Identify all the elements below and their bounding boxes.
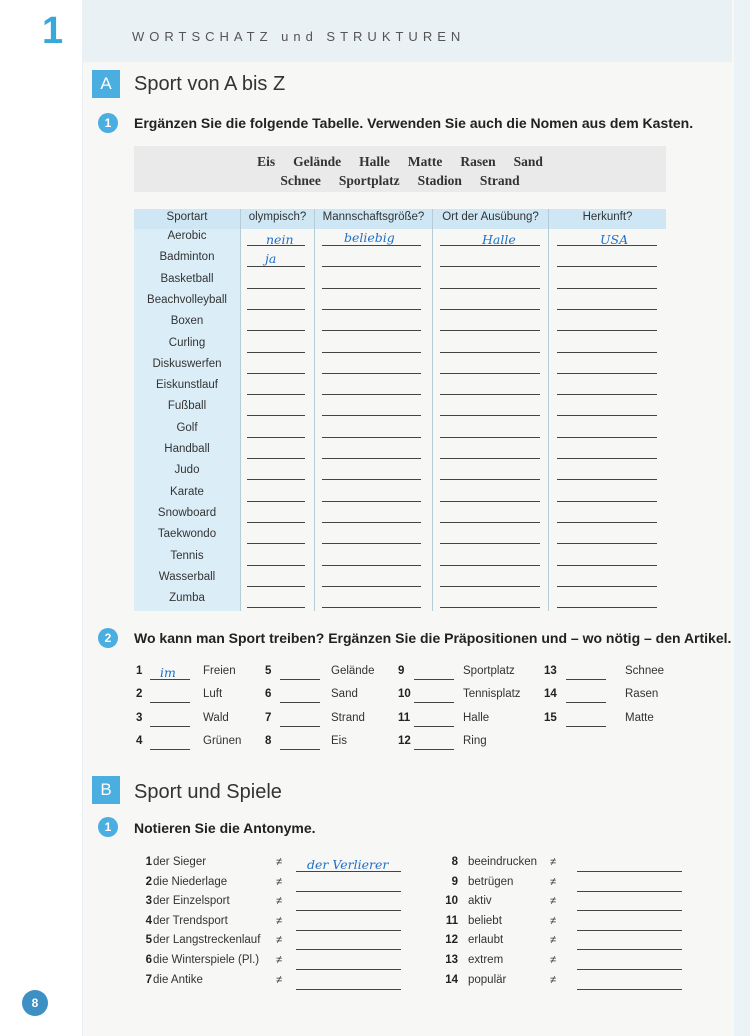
sport-name: Handball <box>164 443 210 455</box>
antonym-blank[interactable] <box>296 989 401 990</box>
answer-line[interactable] <box>322 458 421 459</box>
antonym-number: 10 <box>445 895 458 908</box>
answer-line[interactable] <box>247 543 305 544</box>
answer-line[interactable] <box>247 352 305 353</box>
sport-name: Taekwondo <box>157 528 217 541</box>
word-box-word: Sportplatz <box>338 173 400 188</box>
answer-line[interactable] <box>247 373 305 374</box>
sport-name: Boxen <box>170 315 204 328</box>
antonym-blank[interactable] <box>296 969 401 970</box>
antonym-word: betrügen <box>468 875 514 888</box>
answer-line[interactable] <box>322 479 421 480</box>
preposition-blank[interactable] <box>280 749 320 750</box>
answer-line[interactable] <box>440 352 540 353</box>
preposition-word: Rasen <box>625 688 659 701</box>
answer-aerobic-ort[interactable]: Halle <box>482 232 516 247</box>
answer-aerobic-herkunft[interactable]: USA <box>600 232 629 247</box>
antonym-number: 4 <box>145 914 152 927</box>
word-box-row-2 <box>134 173 666 189</box>
antonym-blank[interactable] <box>296 910 401 911</box>
antonym-number: 3 <box>145 895 152 908</box>
preposition-blank[interactable] <box>280 726 320 727</box>
answer-line[interactable] <box>557 415 657 416</box>
answer-line[interactable] <box>557 288 657 289</box>
preposition-blank[interactable] <box>150 726 190 727</box>
answer-line[interactable] <box>322 373 421 374</box>
preposition-number: 3 <box>136 711 143 724</box>
sport-name: Tennis <box>170 549 204 562</box>
antonym-blank[interactable] <box>577 949 682 950</box>
preposition-word: Gelände <box>331 665 375 677</box>
page-number: 8 <box>22 990 48 1016</box>
antonym-word: aktiv <box>468 895 492 908</box>
table-header-herkunft: Herkunft? <box>582 211 633 223</box>
answer-line[interactable] <box>322 565 421 566</box>
answer-line[interactable] <box>247 437 305 438</box>
antonym-number: 1 <box>145 856 152 868</box>
word-box <box>134 146 666 192</box>
preposition-number: 10 <box>398 688 411 701</box>
antonym-number: 6 <box>145 954 152 966</box>
answer-line[interactable] <box>322 266 421 267</box>
word-box-word: Stadion <box>417 173 462 188</box>
preposition-number: 1 <box>136 665 143 677</box>
antonym-number: 7 <box>145 973 152 986</box>
antonym-number: 12 <box>445 934 458 947</box>
sport-name: Snowboard <box>157 506 217 519</box>
antonym-word: der Einzelsport <box>153 895 230 908</box>
answer-line[interactable] <box>557 479 657 480</box>
preposition-word: Ring <box>463 734 487 747</box>
antonym-word: beliebt <box>468 914 502 927</box>
answer-line[interactable] <box>440 479 540 480</box>
answer-line[interactable] <box>440 394 540 395</box>
preposition-word: Matte <box>625 711 654 724</box>
preposition-blank[interactable] <box>414 749 454 750</box>
answer-line[interactable] <box>440 458 540 459</box>
section-a-badge: A <box>92 70 120 98</box>
antonym-word: beeindrucken <box>468 856 538 868</box>
word-box-word: Matte <box>407 154 443 169</box>
answer-line[interactable] <box>557 266 657 267</box>
answer-aerobic-mannschaft[interactable]: beliebig <box>344 230 395 245</box>
answer-line[interactable] <box>440 522 540 523</box>
antonym-number: 2 <box>145 875 152 888</box>
antonym-number: 14 <box>445 973 458 986</box>
not-equal-icon: ≠ <box>276 914 283 927</box>
sport-name: Judo <box>174 464 200 477</box>
antonym-number: 13 <box>445 954 458 966</box>
answer-line[interactable] <box>557 586 657 587</box>
section-b-badge: B <box>92 776 120 804</box>
preposition-number: 8 <box>265 734 272 747</box>
answer-line[interactable] <box>440 565 540 566</box>
task-a2-number: 2 <box>98 628 118 648</box>
word-box-word: Sand <box>513 154 543 169</box>
preposition-word: Strand <box>331 711 365 724</box>
answer-line[interactable] <box>247 330 305 331</box>
antonym-blank[interactable] <box>296 930 401 931</box>
antonym-word: die Niederlage <box>153 875 228 888</box>
word-box-word: Gelände <box>293 154 342 169</box>
answer-line[interactable] <box>557 437 657 438</box>
preposition-word: Sand <box>331 688 358 701</box>
answer-line[interactable] <box>557 501 657 502</box>
answer-line[interactable] <box>440 309 540 310</box>
not-equal-icon: ≠ <box>550 856 557 868</box>
answer-line[interactable] <box>322 586 421 587</box>
antonym-blank[interactable] <box>577 871 682 872</box>
task-a1-number: 1 <box>98 113 118 133</box>
preposition-word: Halle <box>463 711 490 724</box>
answer-line[interactable] <box>440 543 540 544</box>
preposition-blank[interactable] <box>150 749 190 750</box>
answer-line[interactable] <box>322 288 421 289</box>
column-divider <box>432 209 433 611</box>
antonym-blank[interactable] <box>577 910 682 911</box>
column-divider <box>548 209 549 611</box>
answer-antonym-1[interactable]: der Verlierer <box>307 857 389 872</box>
task-b1-number: 1 <box>98 817 118 837</box>
preposition-blank[interactable] <box>280 679 320 680</box>
section-b-title: Sport und Spiele <box>134 781 282 803</box>
antonym-blank[interactable] <box>577 989 682 990</box>
table-header-mannschaft: Mannschaftsgröße? <box>322 211 425 223</box>
header-title: WORTSCHATZ und STRUKTUREN <box>132 29 466 44</box>
answer-line[interactable] <box>322 543 421 544</box>
answer-line[interactable] <box>322 352 421 353</box>
answer-line[interactable] <box>322 309 421 310</box>
preposition-blank[interactable] <box>566 702 606 703</box>
answer-line[interactable] <box>322 245 421 246</box>
antonym-word: der Langstreckenlauf <box>153 934 261 947</box>
answer-line[interactable] <box>557 607 657 608</box>
answer-line[interactable] <box>247 501 305 502</box>
sport-name: Karate <box>170 485 204 498</box>
answer-line[interactable] <box>247 479 305 480</box>
not-equal-icon: ≠ <box>276 934 283 947</box>
answer-line[interactable] <box>440 373 540 374</box>
word-box-word: Halle <box>359 154 390 169</box>
preposition-word: Sportplatz <box>463 665 515 677</box>
preposition-number: 12 <box>398 734 411 747</box>
preposition-word: Eis <box>331 734 347 747</box>
answer-line[interactable] <box>440 437 540 438</box>
answer-line[interactable] <box>247 522 305 523</box>
preposition-blank[interactable] <box>280 702 320 703</box>
preposition-blank[interactable] <box>566 726 606 727</box>
answer-line[interactable] <box>440 607 540 608</box>
word-box-word: Schnee <box>280 173 321 188</box>
answer-preposition-1[interactable]: im <box>160 665 176 680</box>
antonym-word: populär <box>468 973 507 986</box>
answer-line[interactable] <box>557 565 657 566</box>
antonym-word: der Sieger <box>153 856 207 868</box>
sport-name: Badminton <box>159 251 215 264</box>
sport-name: Zumba <box>169 592 205 605</box>
preposition-word: Freien <box>203 665 236 677</box>
answer-line[interactable] <box>247 607 305 608</box>
answer-line[interactable] <box>322 394 421 395</box>
task-b1-instruction: Notieren Sie die Antonyme. <box>134 820 316 836</box>
not-equal-icon: ≠ <box>550 934 557 947</box>
word-box-word: Rasen <box>460 154 496 169</box>
answer-line[interactable] <box>557 543 657 544</box>
left-margin-strip <box>0 0 83 1036</box>
word-box-row-1 <box>134 154 666 170</box>
preposition-word: Schnee <box>625 665 665 677</box>
antonym-number: 8 <box>451 856 458 868</box>
preposition-number: 13 <box>544 665 557 677</box>
answer-line[interactable] <box>557 352 657 353</box>
answer-line[interactable] <box>247 266 305 267</box>
antonym-blank[interactable] <box>577 930 682 931</box>
answer-line[interactable] <box>440 330 540 331</box>
antonym-word: extrem <box>468 954 504 966</box>
not-equal-icon: ≠ <box>550 954 557 966</box>
sport-name: Aerobic <box>167 230 207 242</box>
preposition-blank[interactable] <box>414 726 454 727</box>
preposition-number: 11 <box>398 711 411 724</box>
task-a2-instruction: Wo kann man Sport treiben? Ergänzen Sie die Präpositionen und – wo nötig – den Artikel. <box>134 630 732 646</box>
antonym-number: 11 <box>445 914 458 927</box>
not-equal-icon: ≠ <box>276 895 283 908</box>
not-equal-icon: ≠ <box>550 973 557 986</box>
preposition-number: 9 <box>398 665 405 677</box>
answer-line[interactable] <box>440 501 540 502</box>
preposition-word: Grünen <box>203 734 242 747</box>
answer-line[interactable] <box>557 309 657 310</box>
table-header-sportart: Sportart <box>166 211 208 223</box>
not-equal-icon: ≠ <box>276 875 283 888</box>
antonym-word: die Antike <box>153 973 203 986</box>
not-equal-icon: ≠ <box>550 914 557 927</box>
answer-line[interactable] <box>557 373 657 374</box>
antonym-blank[interactable] <box>296 949 401 950</box>
answer-aerobic-olympisch[interactable]: nein <box>266 232 294 247</box>
answer-line[interactable] <box>247 586 305 587</box>
antonym-blank[interactable] <box>296 891 401 892</box>
table-header-ort: Ort der Ausübung? <box>442 211 539 223</box>
answer-line[interactable] <box>322 607 421 608</box>
sport-name: Curling <box>168 336 206 349</box>
preposition-blank[interactable] <box>566 679 606 680</box>
answer-line[interactable] <box>557 394 657 395</box>
word-box-word: Strand <box>479 173 520 188</box>
chapter-number: 1 <box>42 10 64 52</box>
column-divider <box>240 209 241 611</box>
task-a1-instruction: Ergänzen Sie die folgende Tabelle. Verwenden Sie auch die Nomen aus dem Kasten. <box>134 115 694 131</box>
answer-line[interactable] <box>557 522 657 523</box>
answer-line[interactable] <box>557 330 657 331</box>
answer-badminton-olympisch[interactable]: ja <box>265 251 277 266</box>
preposition-number: 7 <box>265 711 272 724</box>
preposition-blank[interactable] <box>150 702 190 703</box>
answer-line[interactable] <box>322 330 421 331</box>
preposition-word: Wald <box>203 711 229 724</box>
preposition-word: Tennisplatz <box>463 688 521 701</box>
antonym-blank[interactable] <box>577 969 682 970</box>
answer-line[interactable] <box>247 288 305 289</box>
answer-line[interactable] <box>247 394 305 395</box>
sport-name: Eiskunstlauf <box>155 379 218 392</box>
word-box-word: Eis <box>257 154 276 169</box>
antonym-word: die Winterspiele (Pl.) <box>153 954 260 966</box>
column-divider <box>314 209 315 611</box>
answer-line[interactable] <box>322 501 421 502</box>
not-equal-icon: ≠ <box>276 954 283 966</box>
answer-line[interactable] <box>557 458 657 459</box>
antonym-word: der Trendsport <box>153 914 228 927</box>
sport-name: Wasserball <box>158 570 216 583</box>
not-equal-icon: ≠ <box>276 973 283 986</box>
sport-name: Diskuswerfen <box>152 357 222 370</box>
preposition-number: 2 <box>136 688 143 701</box>
sport-name: Golf <box>176 421 198 434</box>
preposition-number: 15 <box>544 711 557 724</box>
antonym-word: erlaubt <box>468 934 504 947</box>
answer-line[interactable] <box>440 266 540 267</box>
antonym-number: 9 <box>451 875 458 888</box>
page-edge <box>734 0 750 1036</box>
answer-line[interactable] <box>322 415 421 416</box>
answer-line[interactable] <box>247 415 305 416</box>
preposition-number: 14 <box>544 688 557 701</box>
answer-line[interactable] <box>247 565 305 566</box>
sport-name: Fußball <box>167 400 207 413</box>
answer-line[interactable] <box>440 288 540 289</box>
answer-line[interactable] <box>440 586 540 587</box>
preposition-number: 5 <box>265 665 272 677</box>
not-equal-icon: ≠ <box>550 895 557 908</box>
preposition-blank[interactable] <box>414 679 454 680</box>
antonym-blank[interactable] <box>577 891 682 892</box>
table-header-olympisch: olympisch? <box>248 211 307 223</box>
section-a-title: Sport von A bis Z <box>134 73 286 95</box>
answer-line[interactable] <box>247 309 305 310</box>
answer-line[interactable] <box>322 522 421 523</box>
not-equal-icon: ≠ <box>550 875 557 888</box>
answer-line[interactable] <box>247 458 305 459</box>
answer-line[interactable] <box>322 437 421 438</box>
preposition-number: 4 <box>136 734 143 747</box>
preposition-word: Luft <box>203 688 223 701</box>
sport-name: Beachvolleyball <box>147 293 227 306</box>
antonym-number: 5 <box>145 934 152 947</box>
sport-name: Basketball <box>160 272 214 285</box>
preposition-number: 6 <box>265 688 272 701</box>
answer-line[interactable] <box>440 415 540 416</box>
preposition-blank[interactable] <box>414 702 454 703</box>
not-equal-icon: ≠ <box>276 856 283 868</box>
